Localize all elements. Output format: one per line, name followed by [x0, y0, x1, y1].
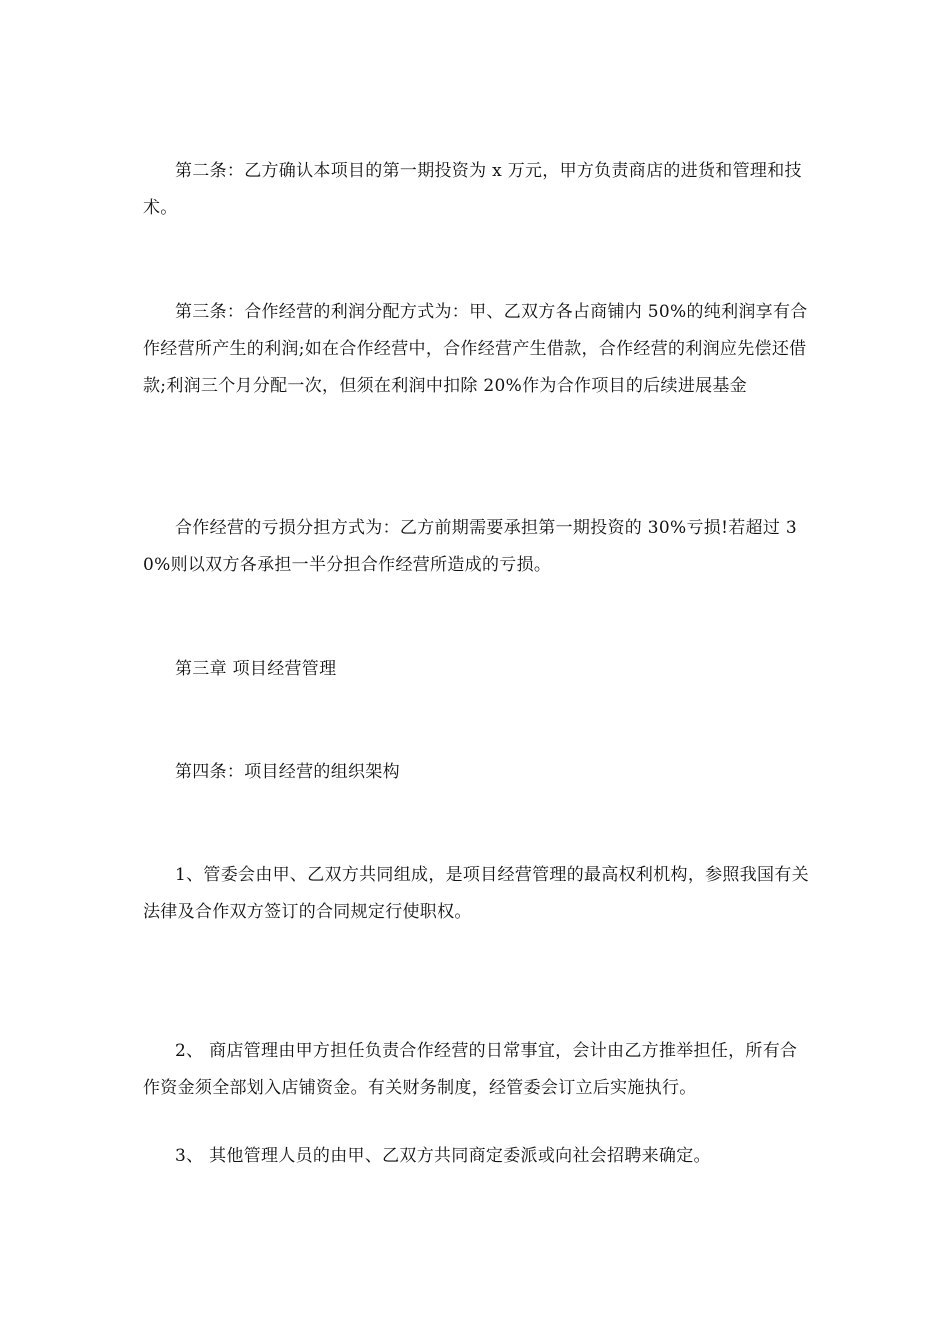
article-2-paragraph: 第二条：乙方确认本项目的第一期投资为 x 万元，甲方负责商店的进货和管理和技术。: [143, 161, 802, 218]
item-3-paragraph: 3、 其他管理人员的由甲、乙双方共同商定委派或向社会招聘来确定。: [175, 1146, 711, 1166]
item-2-paragraph: 2、 商店管理由甲方担任负责合作经营的日常事宜，会计由乙方推举担任，所有合作资金须全部划入店铺资金。有关财务制度，经管委会订立后实施执行。: [143, 1041, 798, 1098]
chapter-3-heading: 第三章 项目经营管理: [175, 659, 337, 679]
article-4-heading: 第四条：项目经营的组织架构: [175, 762, 400, 782]
article-3-profit-paragraph: 第三条：合作经营的利润分配方式为：甲、乙双方各占商铺内 50%的纯利润享有合作经营所产生的利润;如在合作经营中，合作经营产生借款，合作经营的利润应先偿还借款;利润三个月分配一次，但须在利润中扣除 20%作为合作项目的后续进展基金: [143, 302, 808, 396]
item-1-paragraph: 1、管委会由甲、乙双方共同组成，是项目经营管理的最高权利机构，参照我国有关法律及合作双方签订的合同规定行使职权。: [143, 865, 809, 922]
loss-sharing-paragraph: 合作经营的亏损分担方式为：乙方前期需要承担第一期投资的 30%亏损!若超过 30%则以双方各承担一半分担合作经营所造成的亏损。: [143, 518, 797, 575]
